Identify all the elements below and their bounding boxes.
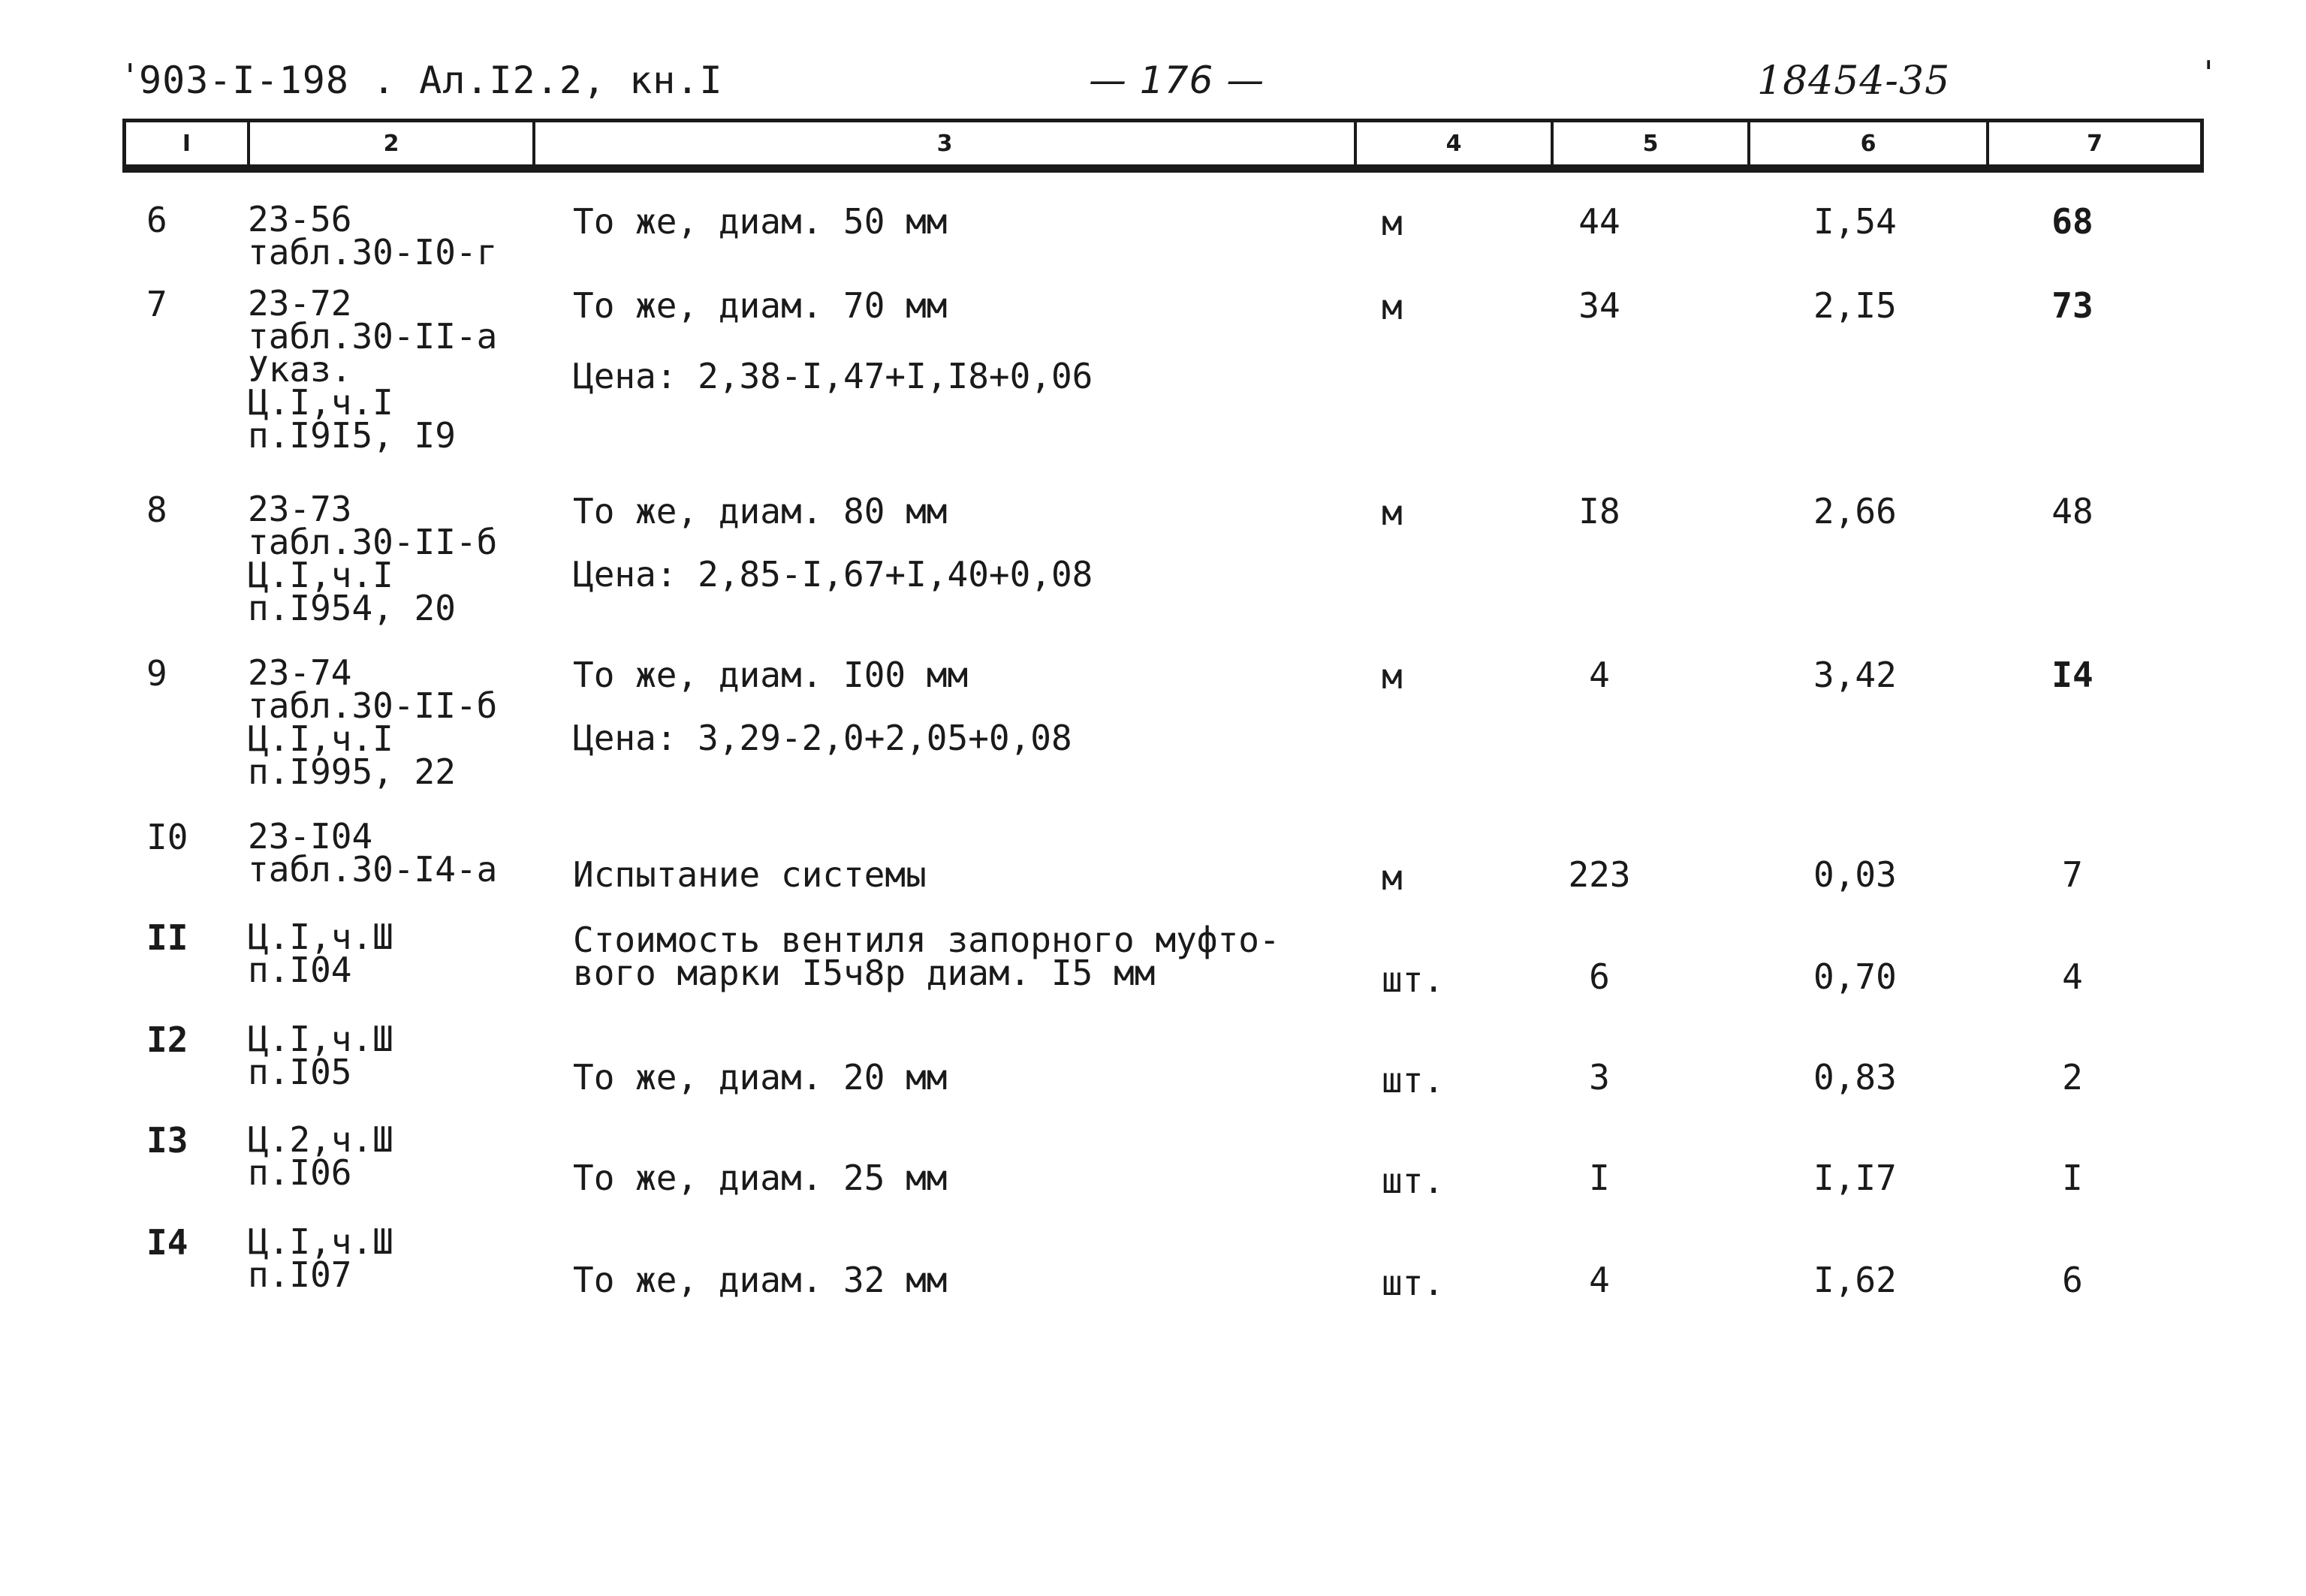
column-number: 3 — [535, 122, 1357, 164]
unit-cost: 0,70 — [1813, 956, 1897, 997]
unit-of-measure: шт. — [1382, 1060, 1445, 1101]
quantity: 3 — [1589, 1057, 1610, 1098]
norm-reference: 23-72 табл.30-II-а Указ. Ц.I,ч.I п.I9I5, I9 — [248, 283, 498, 456]
norm-reference: Ц.I,ч.Ш п.I05 — [248, 1019, 393, 1092]
column-number-header — [122, 119, 2204, 168]
column-number: 4 — [1357, 122, 1554, 164]
row-number: I2 — [146, 1019, 188, 1060]
total-cost: 4 — [2062, 956, 2083, 997]
total-cost: I4 — [2051, 655, 2093, 695]
total-cost: 68 — [2051, 201, 2093, 242]
unit-of-measure: м — [1382, 857, 1403, 898]
total-cost: 7 — [2062, 854, 2083, 895]
row-number: 9 — [146, 653, 167, 694]
unit-cost: 2,I5 — [1813, 285, 1897, 326]
unit-of-measure: м — [1382, 656, 1403, 697]
norm-reference: 23-56 табл.30-I0-г — [248, 199, 498, 273]
unit-of-measure: м — [1382, 287, 1403, 327]
quantity: 4 — [1589, 655, 1610, 695]
unit-of-measure: м — [1382, 203, 1403, 243]
unit-of-measure: шт. — [1382, 1161, 1445, 1201]
row-number: 7 — [146, 284, 167, 324]
column-number: 5 — [1554, 122, 1750, 164]
total-cost: I — [2062, 1158, 2083, 1198]
work-description: То же, диам. 50 мм — [573, 201, 948, 242]
price-formula: Цена: 2,38-I,47+I,I8+0,06 — [573, 356, 1093, 396]
norm-reference: 23-I04 табл.30-I4-а — [248, 816, 498, 890]
work-description: То же, диам. 70 мм — [573, 285, 948, 326]
archive-number: 18454-35 — [1757, 59, 1951, 104]
norm-reference: 23-74 табл.30-II-б Ц.I,ч.I п.I995, 22 — [248, 652, 498, 792]
row-number: I4 — [146, 1222, 188, 1263]
unit-of-measure: шт. — [1382, 1263, 1445, 1303]
work-description: То же, диам. 20 мм — [573, 1057, 948, 1098]
work-description: То же, диам. 25 мм — [573, 1158, 948, 1198]
total-cost: 48 — [2051, 491, 2093, 531]
price-formula: Цена: 2,85-I,67+I,40+0,08 — [573, 554, 1093, 595]
row-number: II — [146, 917, 188, 958]
unit-cost: 0,83 — [1813, 1057, 1897, 1098]
norm-reference: Ц.I,ч.Ш п.I07 — [248, 1221, 393, 1295]
norm-reference: Ц.2,ч.Ш п.I06 — [248, 1119, 393, 1193]
unit-of-measure: м — [1382, 492, 1403, 533]
column-number: 7 — [2087, 130, 2103, 157]
column-number: I — [126, 122, 250, 164]
norm-reference: Ц.I,ч.Ш п.I04 — [248, 917, 393, 990]
work-description: То же, диам. 32 мм — [573, 1260, 948, 1300]
quantity: 44 — [1578, 201, 1620, 242]
unit-cost: I,54 — [1813, 201, 1897, 242]
row-number: 6 — [146, 200, 167, 240]
work-description: То же, диам. 80 мм — [573, 491, 948, 531]
total-cost: 6 — [2062, 1260, 2083, 1300]
row-number: I0 — [146, 817, 188, 857]
quantity: 4 — [1589, 1260, 1610, 1300]
price-formula: Цена: 3,29-2,0+2,05+0,08 — [573, 718, 1072, 758]
quantity: 6 — [1589, 956, 1610, 997]
unit-cost: 2,66 — [1813, 491, 1897, 531]
unit-cost: I,I7 — [1813, 1158, 1897, 1198]
unit-cost: I,62 — [1813, 1260, 1897, 1300]
quantity: I8 — [1578, 491, 1620, 531]
unit-cost: 0,03 — [1813, 854, 1897, 895]
row-number: I3 — [146, 1120, 188, 1161]
page-tick-mark: ' — [2199, 54, 2219, 92]
column-number: 6 — [1750, 122, 1989, 164]
quantity: 223 — [1568, 854, 1631, 895]
page-number: — 176 — — [1089, 59, 1265, 102]
document-code: 903-I-198 . Ал.I2.2, кн.I — [139, 59, 723, 102]
row-number: 8 — [146, 489, 167, 530]
quantity: 34 — [1578, 285, 1620, 326]
norm-reference: 23-73 табл.30-II-б Ц.I,ч.I п.I954, 20 — [248, 489, 498, 628]
work-description: То же, диам. I00 мм — [573, 655, 969, 695]
unit-cost: 3,42 — [1813, 655, 1897, 695]
work-description: Стоимость вентиля запорного муфто- вого марки I5ч8р диам. I5 мм — [573, 920, 1280, 993]
total-cost: 73 — [2051, 285, 2093, 326]
header-bottom-rule — [122, 167, 2204, 173]
page-tick-mark: ' — [120, 57, 140, 95]
column-number: 2 — [250, 122, 535, 164]
total-cost: 2 — [2062, 1057, 2083, 1098]
work-description: Испытание системы — [573, 854, 927, 895]
quantity: I — [1589, 1158, 1610, 1198]
unit-of-measure: шт. — [1382, 959, 1445, 1000]
